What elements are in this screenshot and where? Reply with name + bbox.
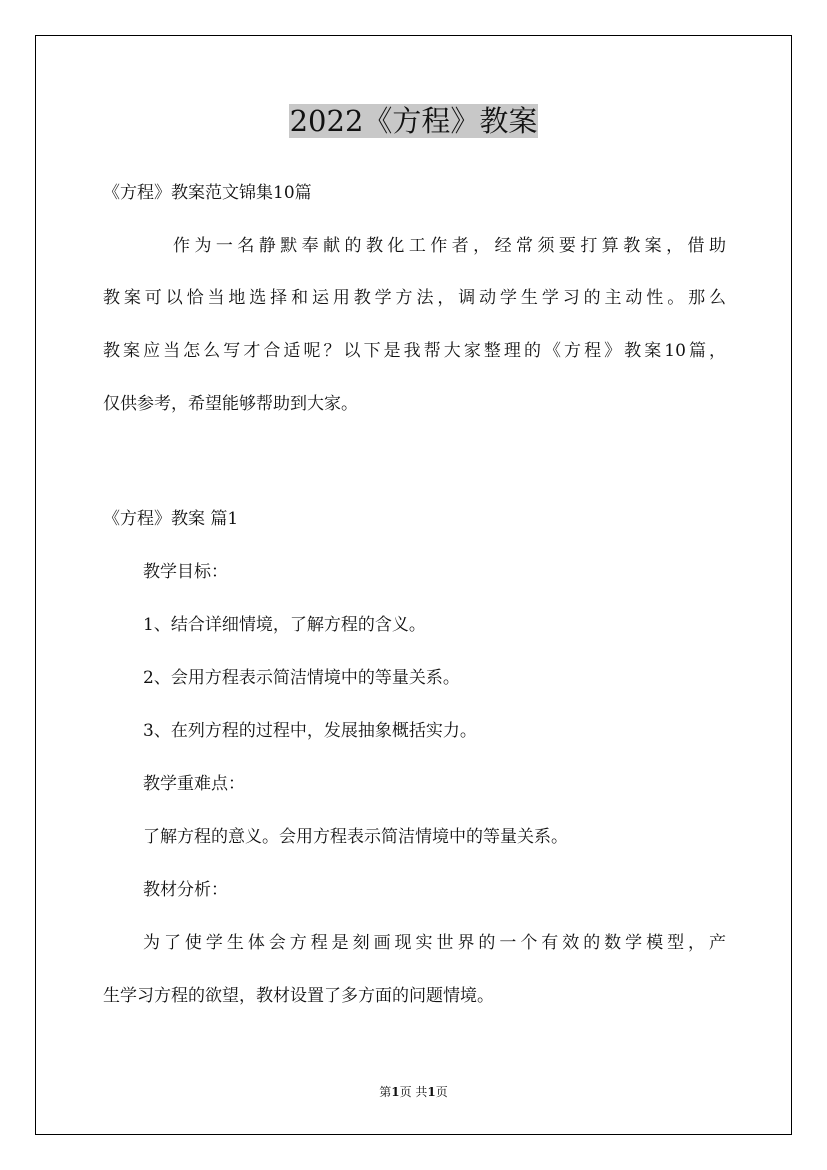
analysis-line-2: 生学习方程的欲望，教材设置了多方面的问题情境。 [103,986,494,1006]
document-title-text: 2022《方程》教案 [289,104,538,138]
footer-mid: 页 共 [399,1085,428,1099]
intro-line-3: 教案应当怎么写才合适呢？以下是我帮大家整理的《方程》教案10篇， [103,341,726,361]
analysis-heading: 教材分析： [143,880,228,900]
goal-item-2: 2、会用方程表示简洁情境中的等量关系。 [143,668,460,688]
intro-line-1: 作为一名静默奉献的教化工作者，经常须要打算教案，借助 [173,236,726,256]
footer-page-number: 1 [391,1085,400,1099]
intro-line-4: 仅供参考，希望能够帮助到大家。 [103,394,358,414]
document-subtitle: 《方程》教案范文锦集10篇 [103,183,312,203]
analysis-line-1: 为了使学生体会方程是刻画现实世界的一个有效的数学模型，产 [143,933,726,953]
footer-suffix: 页 [435,1085,448,1099]
goal-item-1: 1、结合详细情境，了解方程的含义。 [143,615,426,635]
footer-page-total: 1 [427,1085,436,1099]
document-title [0,100,827,142]
difficulty-text: 了解方程的意义。会用方程表示简洁情境中的等量关系。 [143,827,568,847]
section-title: 《方程》教案 篇1 [103,509,239,529]
difficulty-heading: 教学重难点： [143,774,245,794]
page-footer [0,1083,827,1101]
intro-line-2: 教案可以恰当地选择和运用教学方法，调动学生学习的主动性。那么 [103,288,726,308]
footer-prefix: 第 [379,1085,392,1099]
teaching-goal-heading: 教学目标： [143,562,228,582]
goal-item-3: 3、在列方程的过程中，发展抽象概括实力。 [143,721,477,741]
